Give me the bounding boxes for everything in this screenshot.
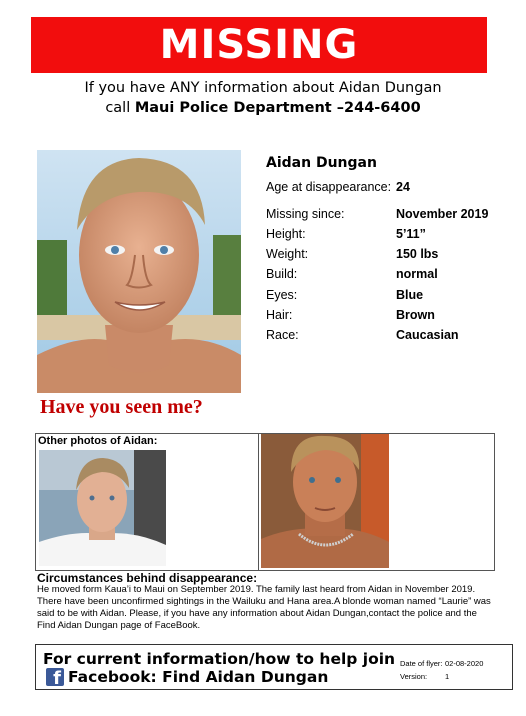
police-contact: Maui Police Department –244-6400 xyxy=(134,100,421,116)
facebook-page-name: Facebook: Find Aidan Dungan xyxy=(68,668,329,686)
missing-since-value: November 2019 xyxy=(396,207,489,221)
height-value: 5’11” xyxy=(396,227,426,241)
main-photo xyxy=(37,150,241,393)
eyes-value: Blue xyxy=(396,288,424,302)
person-name: Aidan Dungan xyxy=(266,155,377,171)
intro-line-1: If you have ANY information about Aidan Dungan xyxy=(84,80,442,96)
flyer-date-label: Date of flyer: xyxy=(400,659,443,668)
eyes-label: Eyes: xyxy=(266,288,298,302)
footer-join-text: For current information/how to help join xyxy=(43,650,396,668)
build-label: Build: xyxy=(266,267,298,281)
missing-since-label: Missing since: xyxy=(266,207,345,221)
car-photo xyxy=(39,450,166,566)
age-label: Age at disappearance: xyxy=(266,180,392,194)
height-label: Height: xyxy=(266,227,306,241)
other-photos-label: Other photos of Aidan: xyxy=(38,435,158,447)
circumstances-title: Circumstances behind disappearance: xyxy=(37,571,258,585)
hair-value: Brown xyxy=(396,308,435,322)
version-label: Version: xyxy=(400,672,428,681)
race-label: Race: xyxy=(266,328,299,342)
race-value: Caucasian xyxy=(396,328,459,342)
facebook-icon xyxy=(46,668,64,689)
missing-banner xyxy=(31,17,487,73)
weight-value: 150 lbs xyxy=(396,247,439,261)
age-value: 24 xyxy=(396,180,410,194)
weight-label: Weight: xyxy=(266,247,309,261)
closeup-photo xyxy=(261,434,389,568)
hair-label: Hair: xyxy=(266,308,293,322)
have-you-seen-me-caption: Have you seen me? xyxy=(40,396,203,418)
flyer-date-value: 02-08-2020 xyxy=(445,659,484,668)
facebook-icon-glyph: f xyxy=(53,668,61,689)
version-value: 1 xyxy=(445,672,450,681)
intro-line-2 xyxy=(0,100,526,116)
intro-call-prefix: call xyxy=(105,100,135,116)
circumstances-text: He moved form Kaua’i to Maui on September 2019. The family last heard from Aidan in November 2019. There have been unconfirmed sightings in the Wailuku and Hana area.A blonde woman named “Laurie” was said to be with Aidan. Please, if you have any information about Aidan Dungan,contact the police and the Find Aidan Dungan page of FaceBook. xyxy=(37,584,491,631)
other-photos-divider xyxy=(258,433,259,570)
build-value: normal xyxy=(396,267,438,281)
banner-title: MISSING xyxy=(159,22,359,68)
